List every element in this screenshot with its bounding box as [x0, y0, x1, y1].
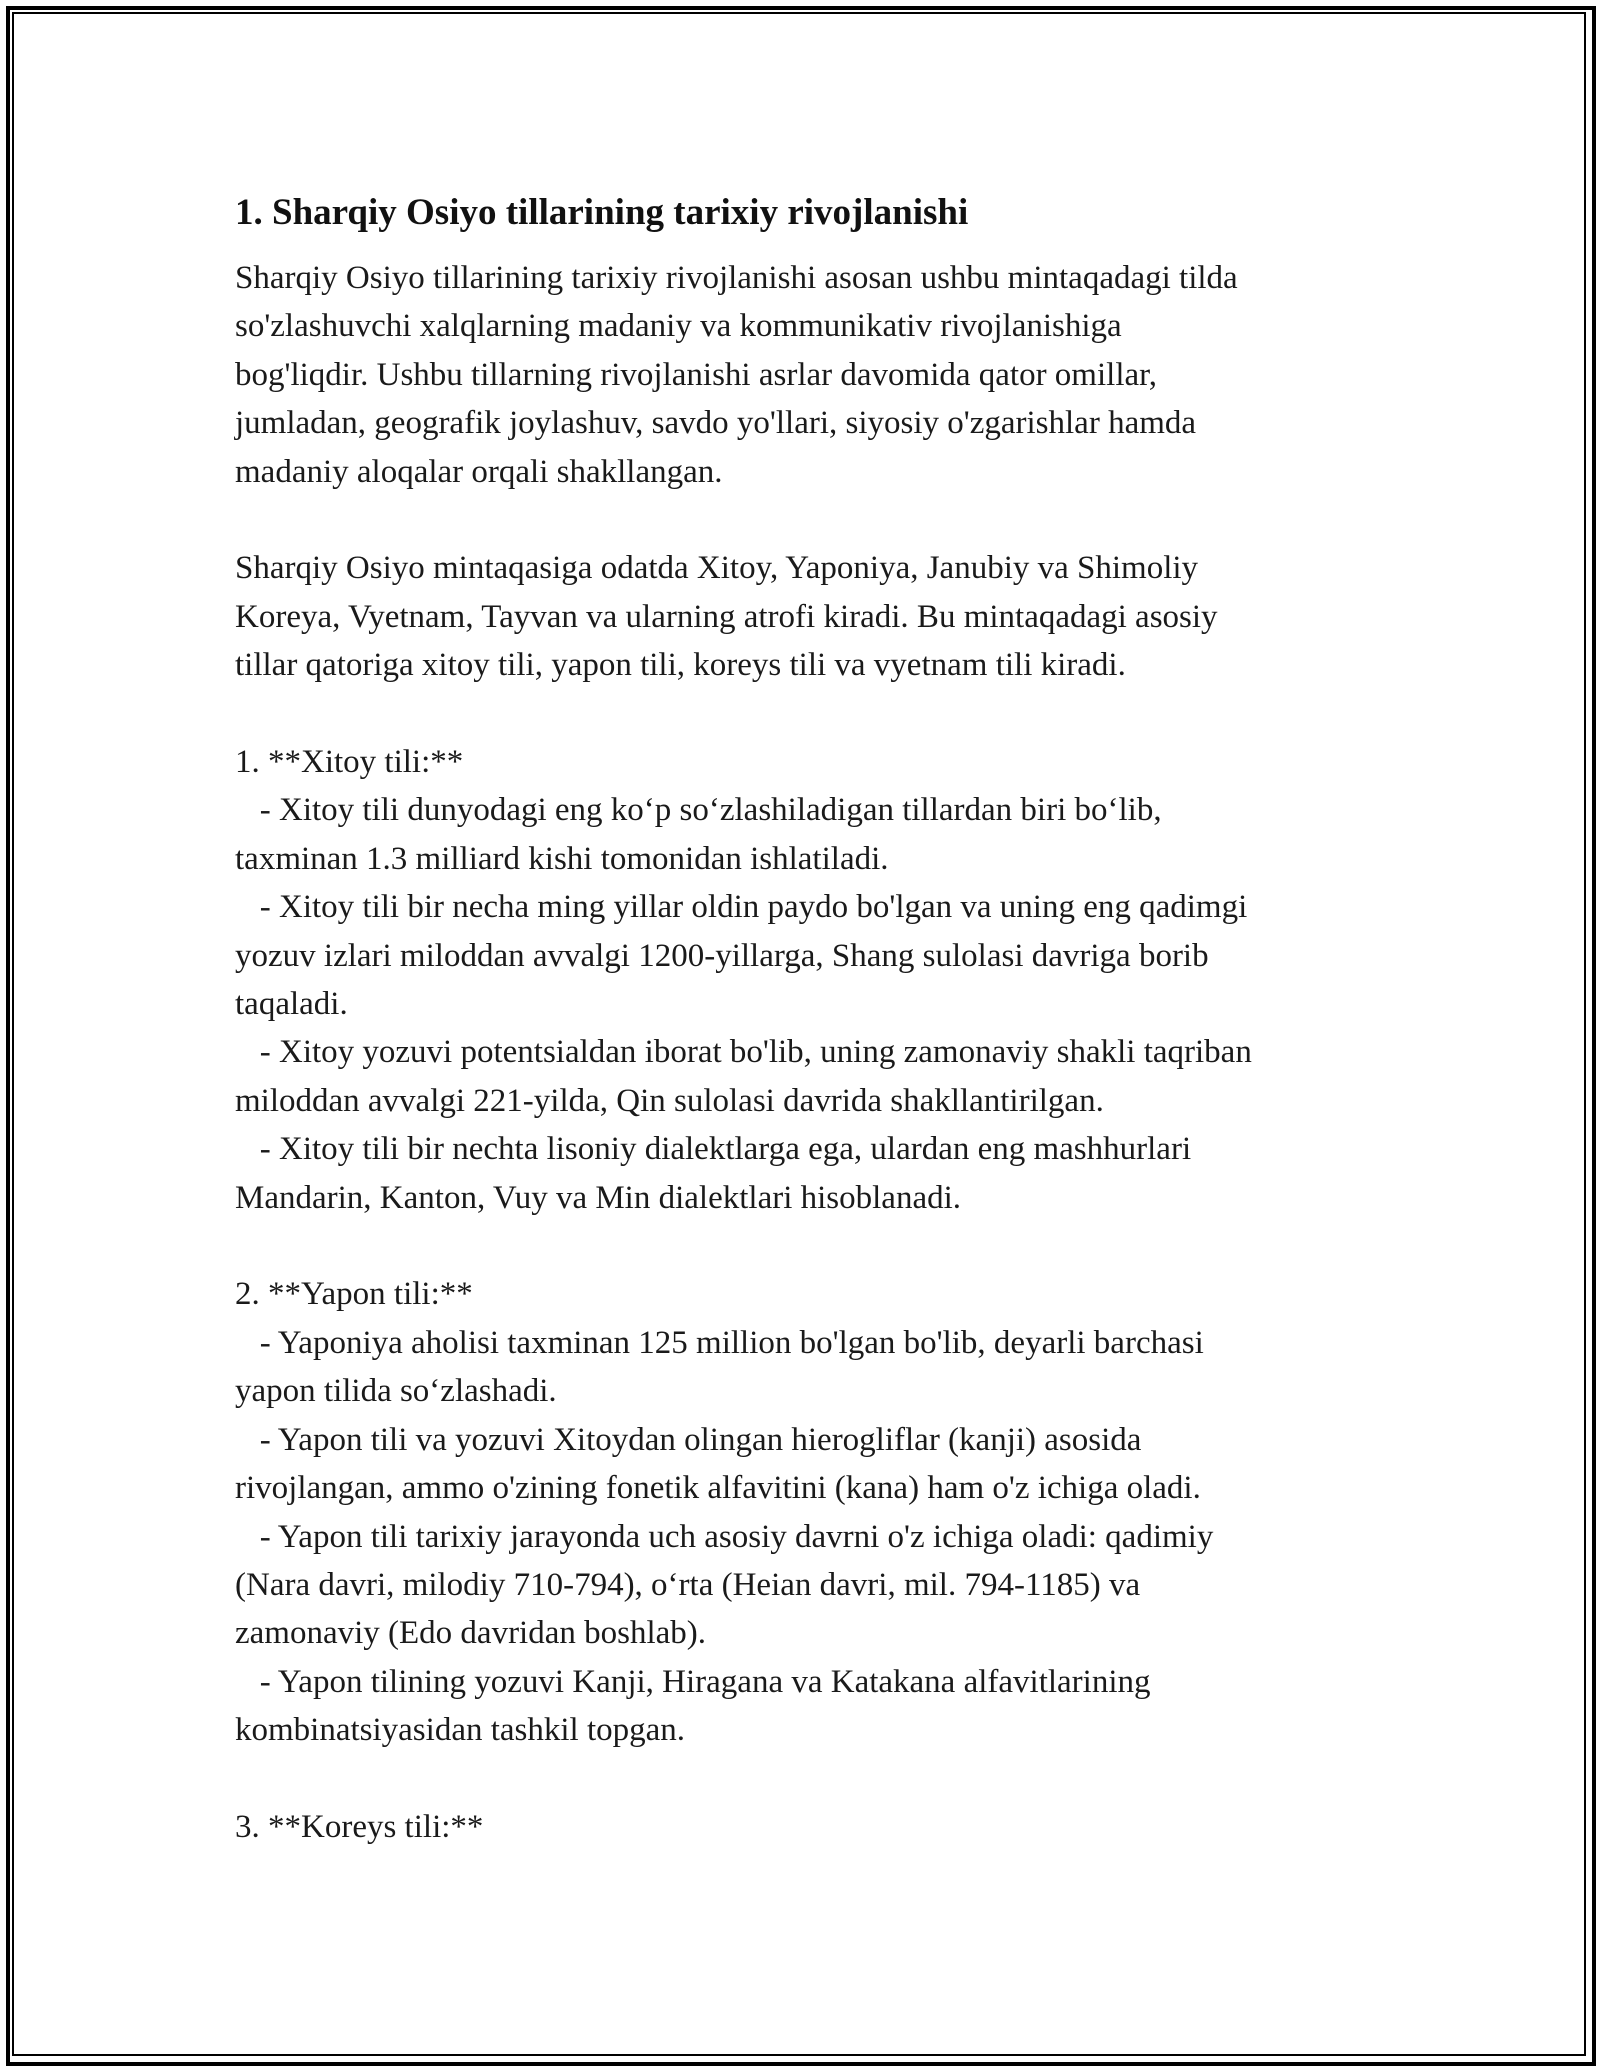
list-item: rivojlangan, ammo o'zining fonetik alfavitini (kana) ham o'z ichiga oladi.	[235, 1470, 1201, 1507]
text-line: so'zlashuvchi xalqlarning madaniy va kommunikativ rivojlanishiga	[235, 308, 1122, 345]
list-item: zamonaviy (Edo davridan boshlab).	[235, 1615, 707, 1652]
list-item: yozuv izlari miloddan avvalgi 1200-yillarga, Shang sulolasi davriga borib	[235, 937, 1209, 974]
document-body	[235, 190, 1375, 1851]
list-item: miloddan avvalgi 221-yilda, Qin sulolasi davrida shakllantirilgan.	[235, 1082, 1104, 1119]
text-line: bog'liqdir. Ushbu tillarning rivojlanishi asrlar davomida qator omillar,	[235, 356, 1158, 393]
text-line: tillar qatoriga xitoy tili, yapon tili, koreys tili va vyetnam tili kiradi.	[235, 647, 1126, 684]
japanese-language-section	[235, 1270, 1375, 1802]
paragraph-gap	[235, 1222, 1375, 1270]
list-item: - Yapon tili va yozuvi Xitoydan olingan hierogliflar (kanji) asosida	[235, 1421, 1142, 1458]
list-item: - Xitoy tili bir nechta lisoniy dialektlarga ega, ulardan eng mashhurlari	[235, 1131, 1192, 1168]
list-item: - Xitoy tili bir necha ming yillar oldin paydo bo'lgan va uning eng qadimgi	[235, 889, 1248, 926]
paragraph-gap	[235, 496, 1375, 544]
list-item: Mandarin, Kanton, Vuy va Min dialektlari hisoblanadi.	[235, 1179, 962, 1216]
korean-language-section	[235, 1803, 1375, 1851]
list-heading: 3. **Koreys tili:**	[235, 1808, 484, 1845]
list-item: taqaladi.	[235, 986, 348, 1023]
list-item: kombinatsiyasidan tashkil topgan.	[235, 1712, 686, 1749]
list-item: - Yapon tili tarixiy jarayonda uch asosiy davrni o'z ichiga oladi: qadimiy	[235, 1518, 1214, 1555]
list-item: (Nara davri, milodiy 710-794), o‘rta (Heian davri, mil. 794-1185) va	[235, 1566, 1141, 1603]
list-item: - Yaponiya aholisi taxminan 125 million bo'lgan bo'lib, deyarli barchasi	[235, 1324, 1204, 1361]
text-line: jumladan, geografik joylashuv, savdo yo'llari, siyosiy o'zgarishlar hamda	[235, 405, 1197, 442]
paragraph-gap	[235, 690, 1375, 738]
list-item: yapon tilida so‘zlashadi.	[235, 1373, 557, 1410]
region-paragraph	[235, 544, 1375, 738]
text-line: madaniy aloqalar orqali shakllangan.	[235, 453, 723, 490]
list-item: - Xitoy yozuvi potentsialdan iborat bo'lib, uning zamonaviy shakli taqriban	[235, 1034, 1252, 1071]
chinese-language-section	[235, 738, 1375, 1270]
list-item: taxminan 1.3 milliard kishi tomonidan ishlatiladi.	[235, 840, 889, 877]
text-line: Sharqiy Osiyo tillarining tarixiy rivojlanishi asosan ushbu mintaqadagi tilda	[235, 260, 1238, 296]
text-line: Sharqiy Osiyo mintaqasiga odatda Xitoy, Yaponiya, Janubiy va Shimoliy	[235, 550, 1199, 587]
intro-paragraph	[235, 254, 1375, 544]
list-item: - Xitoy tili dunyodagi eng ko‘p so‘zlashiladigan tillardan biri bo‘lib,	[235, 792, 1162, 829]
text-line: Koreya, Vyetnam, Tayvan va ularning atrofi kiradi. Bu mintaqadagi asosiy	[235, 598, 1218, 635]
section-heading: 1. Sharqiy Osiyo tillarining tarixiy rivojlanishi	[235, 192, 969, 233]
list-item: - Yapon tilining yozuvi Kanji, Hiragana va Katakana alfavitlarining	[235, 1663, 1151, 1700]
paragraph-gap	[235, 1755, 1375, 1803]
list-heading: 1. **Xitoy tili:**	[235, 744, 464, 781]
list-heading: 2. **Yapon tili:**	[235, 1276, 473, 1313]
